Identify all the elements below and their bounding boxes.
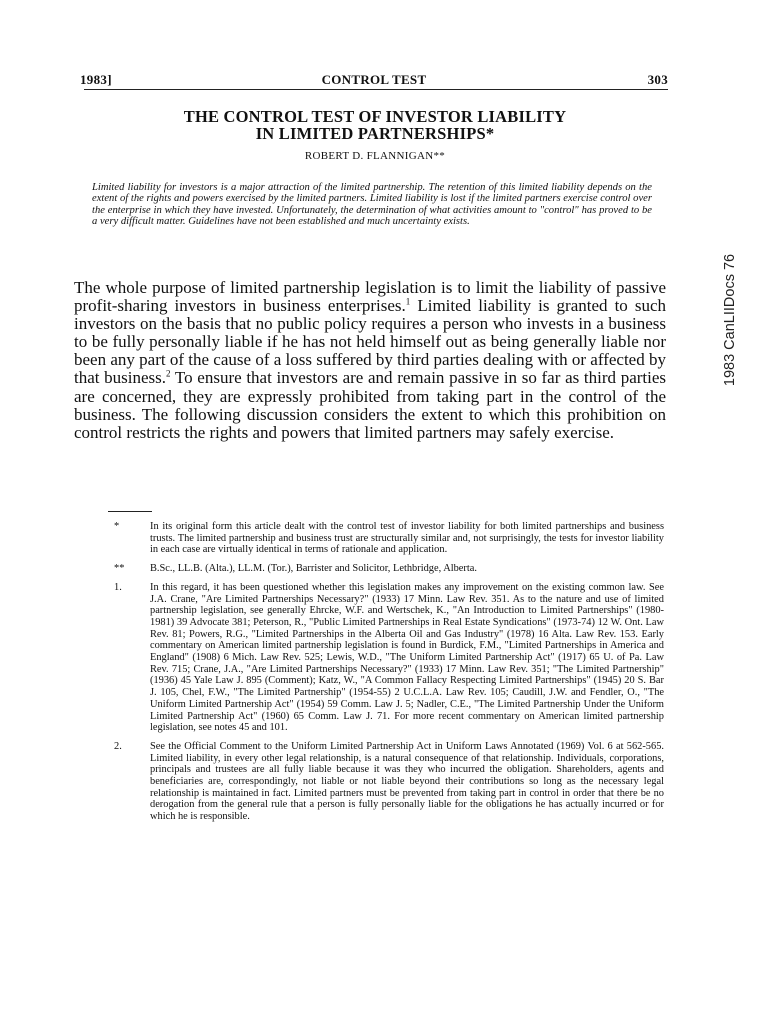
page-number: 303 <box>647 72 668 87</box>
footnote-ref-1: 1 <box>405 296 411 307</box>
article-title-line-2: IN LIMITED PARTNERSHIPS* <box>255 124 495 143</box>
footnotes <box>112 521 664 830</box>
running-head-title: CONTROL TEST <box>321 72 427 87</box>
footnote-mark: 1. <box>114 581 122 593</box>
article-title <box>80 108 670 142</box>
footnote-2 <box>112 741 664 823</box>
footnote-text: See the Official Comment to the Uniform Limited Partnership Act in Uniform Laws Annotated (1969) Vol. 6 at 562-565. Limited liability, in every other legal relationship, is a natural consequence of that relationship. Individuals, corporations, principals and trustees are all fully liable because it was they who incurred the obligation. Shareholders, agents and beneficiaries are, correspondingly, not liable or not liable beyond their contributions so long as the necessary legal relationship is maintained in fact. Limited partners must be prevented from taking part in control in order that there be no derogation from the general rule that a person is fully personally liable for the obligations he has actually incurred or for which he is responsible. <box>150 740 664 823</box>
canlii-stamp-text: 1983 CanLIIDocs 76 <box>722 253 738 387</box>
footnote-text: In its original form this article dealt with the control test of investor liability for both limited partnerships and business trusts. The limited partnership and business trust are structurally similar and, not surprisingly, the tests for investor liability in each case are virtually identical in terms of rationale and application. <box>150 521 664 556</box>
article-title-line-1: THE CONTROL TEST OF INVESTOR LIABILITY <box>183 107 567 126</box>
running-head-rule <box>84 89 668 90</box>
body-text-part-1: The whole purpose of limited partnership legislation is to limit the liability of passive profit-sharing investors in business enterprises. <box>74 278 666 316</box>
footnote-separator <box>108 511 152 512</box>
body-text-part-2: Limited liability is granted to such investors on the basis that no public policy requires a person who invests in a business to be fully personally liable if he has not held himself out as being generally liable nor been any part of the cause of a loss suffered by third parties dealing with or affected by that business. <box>74 296 667 388</box>
article-author: ROBERT D. FLANNIGAN** <box>304 150 446 162</box>
footnote-mark: * <box>114 521 120 532</box>
footnote-mark: 2. <box>114 740 122 752</box>
body-paragraph <box>74 279 666 442</box>
article-abstract: Limited liability for investors is a major attraction of the limited partnership. The retention of this limited liability depends on the extent of the rights and powers exercised by the limited partners. Limited liability is lost if the limited partners exercise control over the enterprise in which they have invested. Unfortunately, the determination of what activities amount to "control" has proved to be a very difficult matter. Guidelines have not been established and much uncertainty exists. <box>92 182 652 228</box>
footnote-mark: ** <box>114 563 125 575</box>
running-head-year: 1983] <box>80 72 112 87</box>
running-head <box>80 72 668 90</box>
footnote-text: In this regard, it has been questioned whether this legislation makes any improvement on the existing common law. See J.A. Crane, "Are Limited Partnerships Necessary?" (1933) 17 Minn. Law Rev. 351. As to the nature and use of limited partnership legislation, see generally Ehrcke, W.F. and Wertschek, K., "An Introduction to Limited Partnerships" (1980-1981) 39 Advocate 381; Peterson, R., "Public Limited Partnerships in Real Estate Syndications" (1973-74) 12 W. Ont. Law Rev. 81; Powers, R.G., "Limited Partnerships in the Alberta Oil and Gas Industry" (1978) 16 Alta. Law Rev. 153. Early commentary on American limited partnership legislation is found in Burdick, F.M., "Limited Partnerships in America and England" (1908) 6 Mich. Law Rev. 525; Lewis, W.D., "The Uniform Limited Partnership Act" (1917) 65 U. of Pa. Law Rev. 715; Crane, J.A., "Are Limited Partnerships Necessary?" (1933) 17 Minn. Law Rev. 351; "The Limited Partnership" (1936) 45 Yale Law J. 895 (Comment); Katz, W., "A Common Fallacy Respecting Limited Partnerships" (1945) 20 S. Bar J. 105, Chel, F.W., "The Limited Partnership" (1954-55) 2 U.C.L.A. Law Rev. 105; Caudill, J.W. and Fendler, O., "The Uniform Limited Partnership Act" (1954) 59 Comm. Law J. 5; Nadler, C.E., "The Limited Partnership Under the Uniform Limited Partnership Act" (1960) 65 Comm. Law J. 71. For more recent commentary on American limited partnership legislation, see notes 45 and 101. <box>150 581 664 734</box>
footnote-1 <box>112 582 664 734</box>
canlii-side-stamp <box>719 250 741 390</box>
footnote-star <box>112 521 664 556</box>
footnote-double-star <box>112 563 664 575</box>
footnote-text: B.Sc., LL.B. (Alta.), LL.M. (Tor.), Barrister and Solicitor, Lethbridge, Alberta. <box>150 563 477 575</box>
body-text-part-3: To ensure that investors are and remain passive in so far as third parties are concerned, they are expressly prohibited from taking part in the control of the business. The following discussion considers the extent to which this prohibition on control restricts the rights and powers that limited partners may safely exercise. <box>74 368 667 442</box>
footnote-ref-2: 2 <box>166 368 171 379</box>
